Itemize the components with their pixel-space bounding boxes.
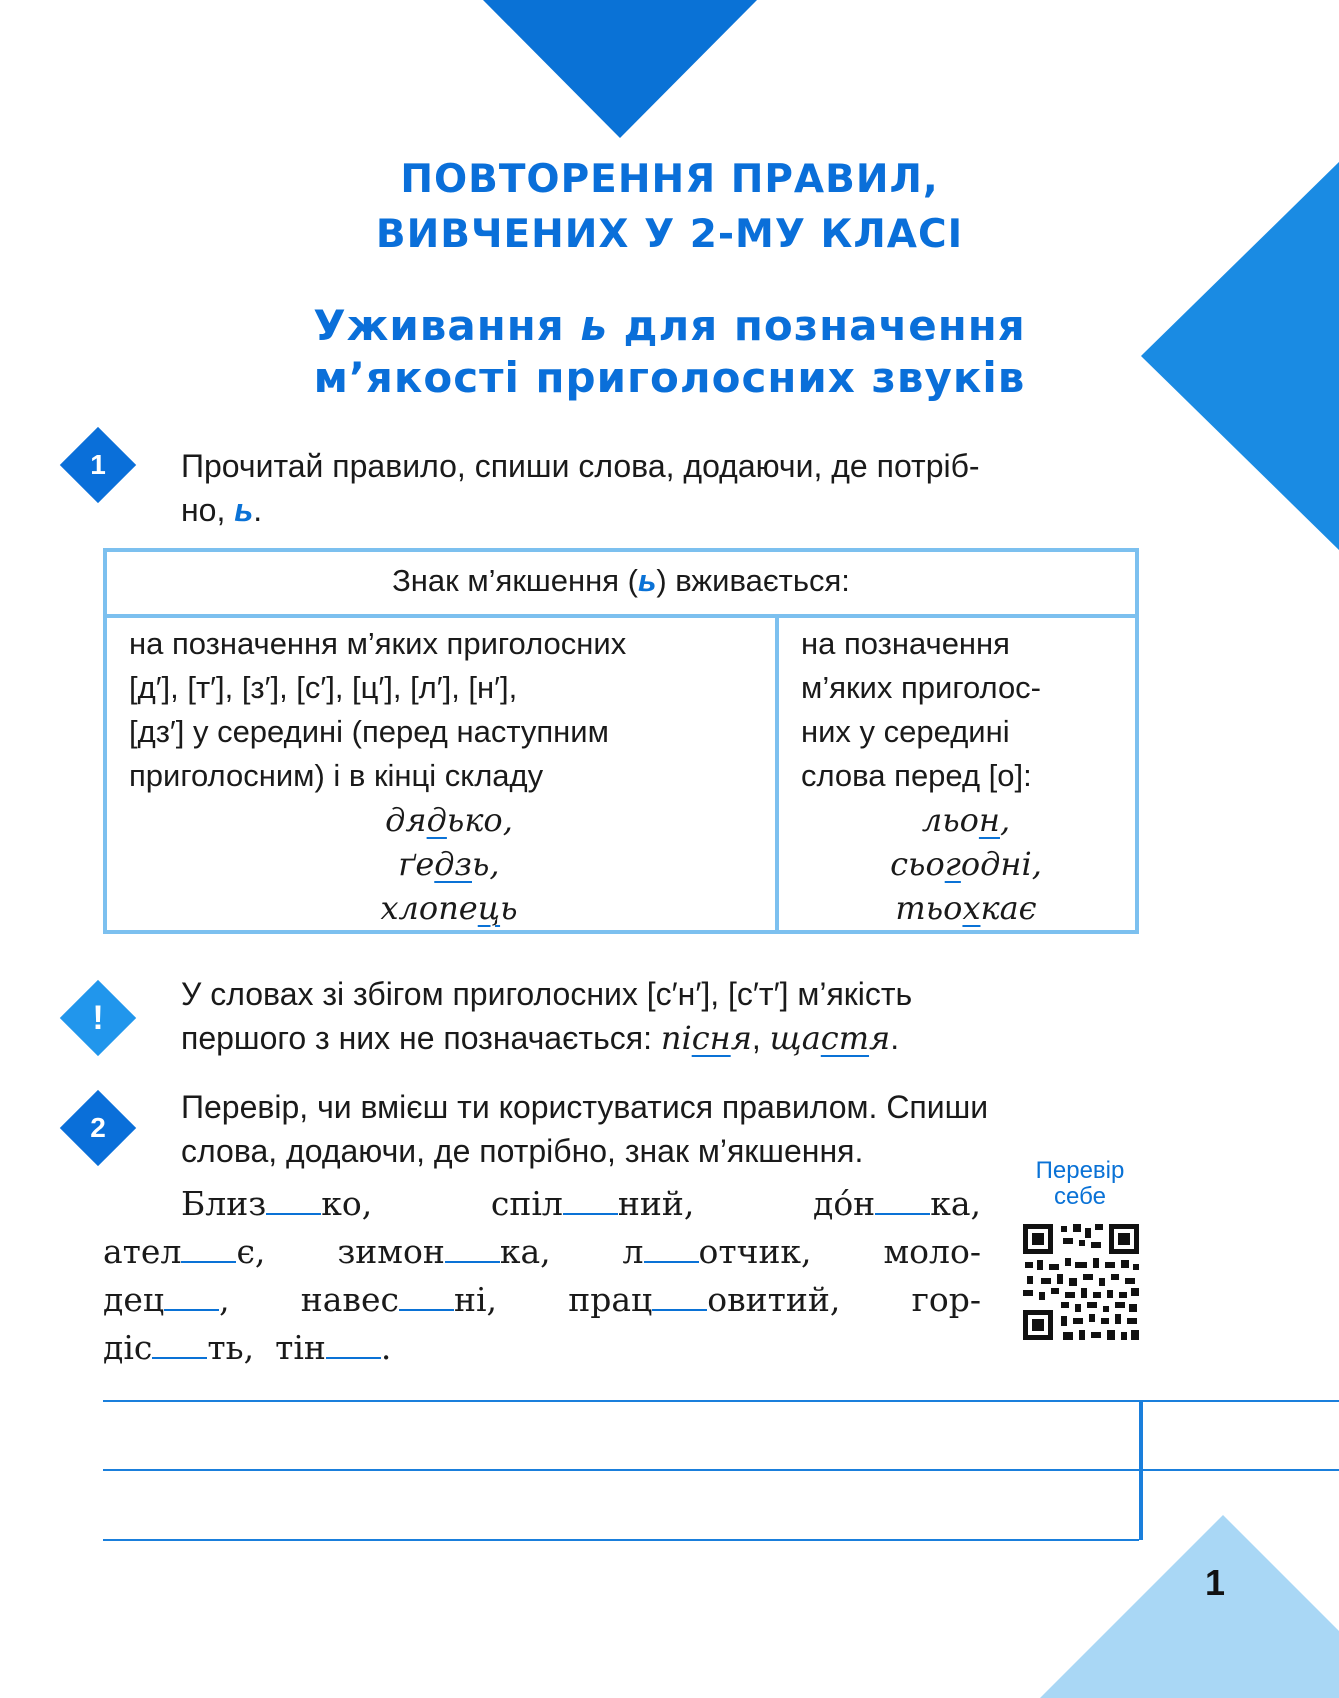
blank-field[interactable] [152,1357,207,1359]
blank-field[interactable] [164,1309,219,1311]
qr-label: Перевір себе [1035,1157,1125,1210]
table-column-divider [775,614,779,934]
writing-line [103,1400,1339,1402]
example-word: хлопець [380,889,518,927]
example-word: сьогодні, [890,845,1042,883]
task2-instruction: Перевір, чи вмієш ти користуватися правилом. Спиши слова, додаючи, де потрібно, знак м’якшення. [181,1089,989,1169]
exercise-line-4: діс ть, тін . [103,1328,392,1367]
page-title [0,152,1339,262]
blank-field[interactable] [399,1309,454,1311]
note-text: У словах зі збігом приголосних [с′н′], [с′т′] м’якість першого з них не позначається: пісня, щастя. [181,976,913,1057]
task-number-1: 1 [90,449,106,480]
section-title-line2: м’якості приголосних звуків [313,353,1026,402]
rule-left-cell: на позначення м’яких приголосних [д′], [т′], [з′], [с′], [ц′], [л′], [н′], [дз′] у середині (перед наступним приголосним) і в кінці складу дядько, ґедзь, хлопець [129,622,769,930]
writing-line [103,1539,1139,1541]
blank-field[interactable] [181,1261,236,1263]
section-title-line1: Уживання ь для позначення [313,301,1026,350]
rule-table-header: Знак м’якшення (ь) вживається: [107,552,1135,618]
page-title-line1: ПОВТОРЕННЯ ПРАВИЛ, [400,157,939,202]
blank-field[interactable] [563,1213,618,1215]
corner-triangle-decoration [1040,1515,1339,1698]
exercise-line-1: Близ ко, спіл ний, до́н ка, [181,1184,981,1223]
writing-line [103,1469,1139,1471]
page-title-line2: ВИВЧЕНИХ У 2-МУ КЛАСІ [375,212,964,257]
rule-table [103,548,1139,934]
task-number-2: 2 [90,1112,106,1143]
writing-line [1143,1469,1339,1471]
blank-field[interactable] [652,1309,707,1311]
example-word: тьохкає [895,889,1037,927]
blank-field[interactable] [445,1261,500,1263]
top-triangle-decoration [483,0,757,138]
blank-field[interactable] [644,1261,699,1263]
blank-field[interactable] [326,1357,381,1359]
exercise-line-2: ател є, зимон ка, л отчик, моло- [103,1232,981,1271]
exclamation-icon: ! [92,999,104,1037]
page-number: 1 [1205,1562,1226,1603]
blank-field[interactable] [875,1213,930,1215]
example-word: ґедзь, [398,845,500,883]
task1-instruction: Прочитай правило, спиши слова, додаючи, де потріб- но, ь. [181,448,980,528]
margin-line [1139,1400,1143,1540]
example-word: дядько, [385,801,513,839]
blank-field[interactable] [266,1213,321,1215]
qr-code-icon[interactable] [1021,1222,1141,1342]
rule-right-cell: на позначення м’яких приголос- них у середині слова перед [о]: льон, сьогодні, тьохкає [801,622,1131,930]
section-title [0,300,1339,404]
example-word: льон, [921,801,1011,839]
exercise-line-3: дец , навес ні, прац овитий, гор- [103,1280,981,1319]
